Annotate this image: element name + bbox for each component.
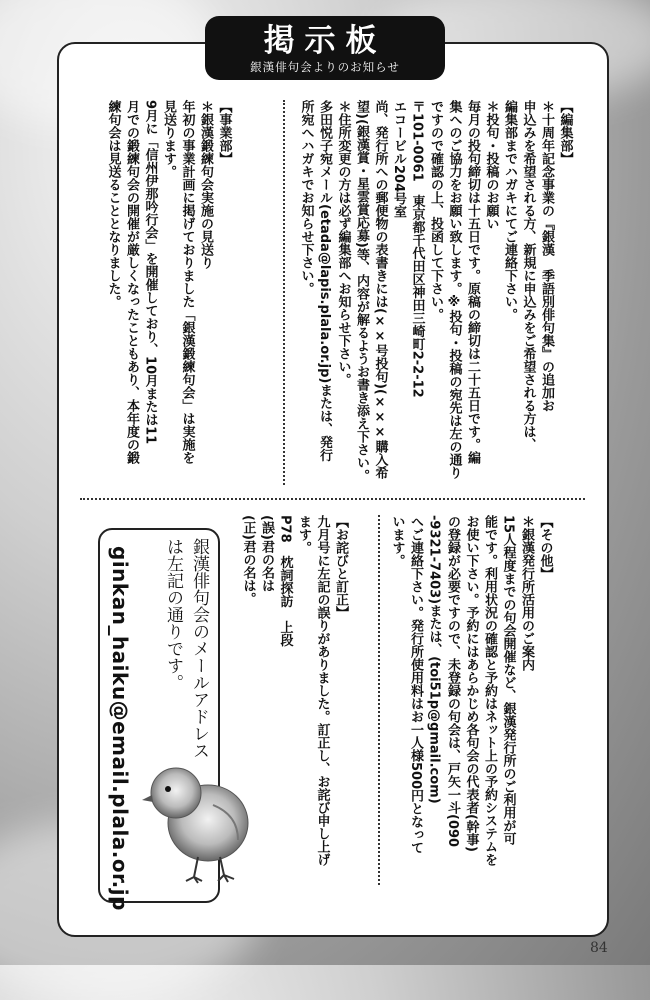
page-number: 84 <box>590 940 608 956</box>
section-divider <box>283 100 285 485</box>
text-line: 〒101-0061 東京都千代田区神田三崎町2-2-12 <box>409 100 425 398</box>
text-line: ＊十周年記念事業の『銀漢 季語別俳句集』の追加お <box>539 100 554 412</box>
text-line: 15人程度までの句会開催など、銀漢発行所のご利用が可 <box>500 515 516 846</box>
text-line: 9月に「信州伊那吟行会」を開催しており、10月または11 <box>142 100 158 445</box>
text-line: 所宛へハガキでお知らせ下さい。 <box>298 100 314 295</box>
mail-info-line: は左記の通りです。 <box>163 538 183 691</box>
text-line: ＊住所変更の方は必ず編集部へお知らせ下さい。 <box>335 100 351 386</box>
section-heading: 【編集部】 <box>557 100 573 165</box>
text-line: の登録が必要ですので、未登録の句会は、戸矢一斗(090 <box>445 515 460 848</box>
chick-illustration-icon <box>138 745 258 885</box>
mail-info-text <box>160 538 212 759</box>
text-line: 多田悦子宛メール(etada@lapis.plala.or.jp)または、発行 <box>317 100 332 462</box>
text-line: 集へのご協力をお願い致します。※投句・投稿の宛先は左の通り <box>446 100 462 479</box>
text-line: ます。 <box>296 515 311 554</box>
text-line: 望)(銀漢賞・星雲賞応募)等、内容が解るようお書き添え下さい。 <box>354 100 369 482</box>
text-line: お使い下さい。予約にはあらかじめ各句会の代表者(幹事) <box>463 515 479 852</box>
text-line: 毎月の投句締切は十五日です。原稿の締切は二十五日です。編 <box>465 100 480 464</box>
section-heading: 【事業部】 <box>216 100 232 165</box>
section-divider <box>378 515 380 885</box>
text-line: 練句会は見送ることとなりました。 <box>105 100 121 308</box>
text-line: 九月号に左記の誤りがありました。訂正し、お詫び申し上げ <box>314 515 330 866</box>
notice-board-banner <box>205 16 445 80</box>
text-line: -9321-7403)または、(toi51p@gmail.com) <box>426 515 442 804</box>
text-line: P78 枕詞探訪 上段 <box>277 515 293 647</box>
section-heading: 【お詫びと訂正】 <box>333 515 348 619</box>
mail-address[interactable]: ginkan_haiku@email.plala.or.jp <box>108 546 132 911</box>
text-line: ＊銀漢発行所活用のご案内 <box>519 515 534 671</box>
editorial-section <box>296 100 574 488</box>
text-line: エコービル204号室 <box>391 100 406 219</box>
text-line: ＊投句・投稿のお願い <box>483 100 499 230</box>
text-line: 見送ります。 <box>161 100 176 178</box>
text-line: へご連絡下さい。発行所使用料はお一人様500円となって <box>408 515 423 855</box>
text-line: 年初の事業計画に掲げておりました「銀漢鍛練句会」は実施を <box>179 100 195 464</box>
text-line: ＊銀漢鍛練句会実施の見送り <box>198 100 213 269</box>
section-heading: 【その他】 <box>537 515 553 580</box>
office-section <box>103 100 233 485</box>
other-section <box>387 515 554 895</box>
section-divider <box>80 498 585 500</box>
text-line: ですので確認の上、投函して下さい。 <box>428 100 443 321</box>
text-line: います。 <box>389 515 405 567</box>
text-line: 尚、発行所への郵便物の表書きには(××号投句)(×××購入希 <box>372 100 388 479</box>
text-line: (誤)君の名は <box>259 515 274 592</box>
text-line: 編集部までハガキにてご連絡下さい。 <box>502 100 517 321</box>
text-line: 月での鍛練句会の開催が厳しくなったこともあり、本年度の鍛 <box>124 100 139 464</box>
mail-info-line: 銀漢俳句会のメールアドレス <box>189 538 209 759</box>
text-line: 申込みを希望される方、新規に申込みをご希望される方は、 <box>520 100 536 451</box>
text-line: (正)君の名は。 <box>240 515 256 605</box>
banner-title: 掲示板 <box>263 23 387 59</box>
text-line: 能です。利用状況の確認と予約はネット上の予約システムを <box>482 515 497 866</box>
banner-subtitle: 銀漢俳句会よりのお知らせ <box>250 60 400 74</box>
